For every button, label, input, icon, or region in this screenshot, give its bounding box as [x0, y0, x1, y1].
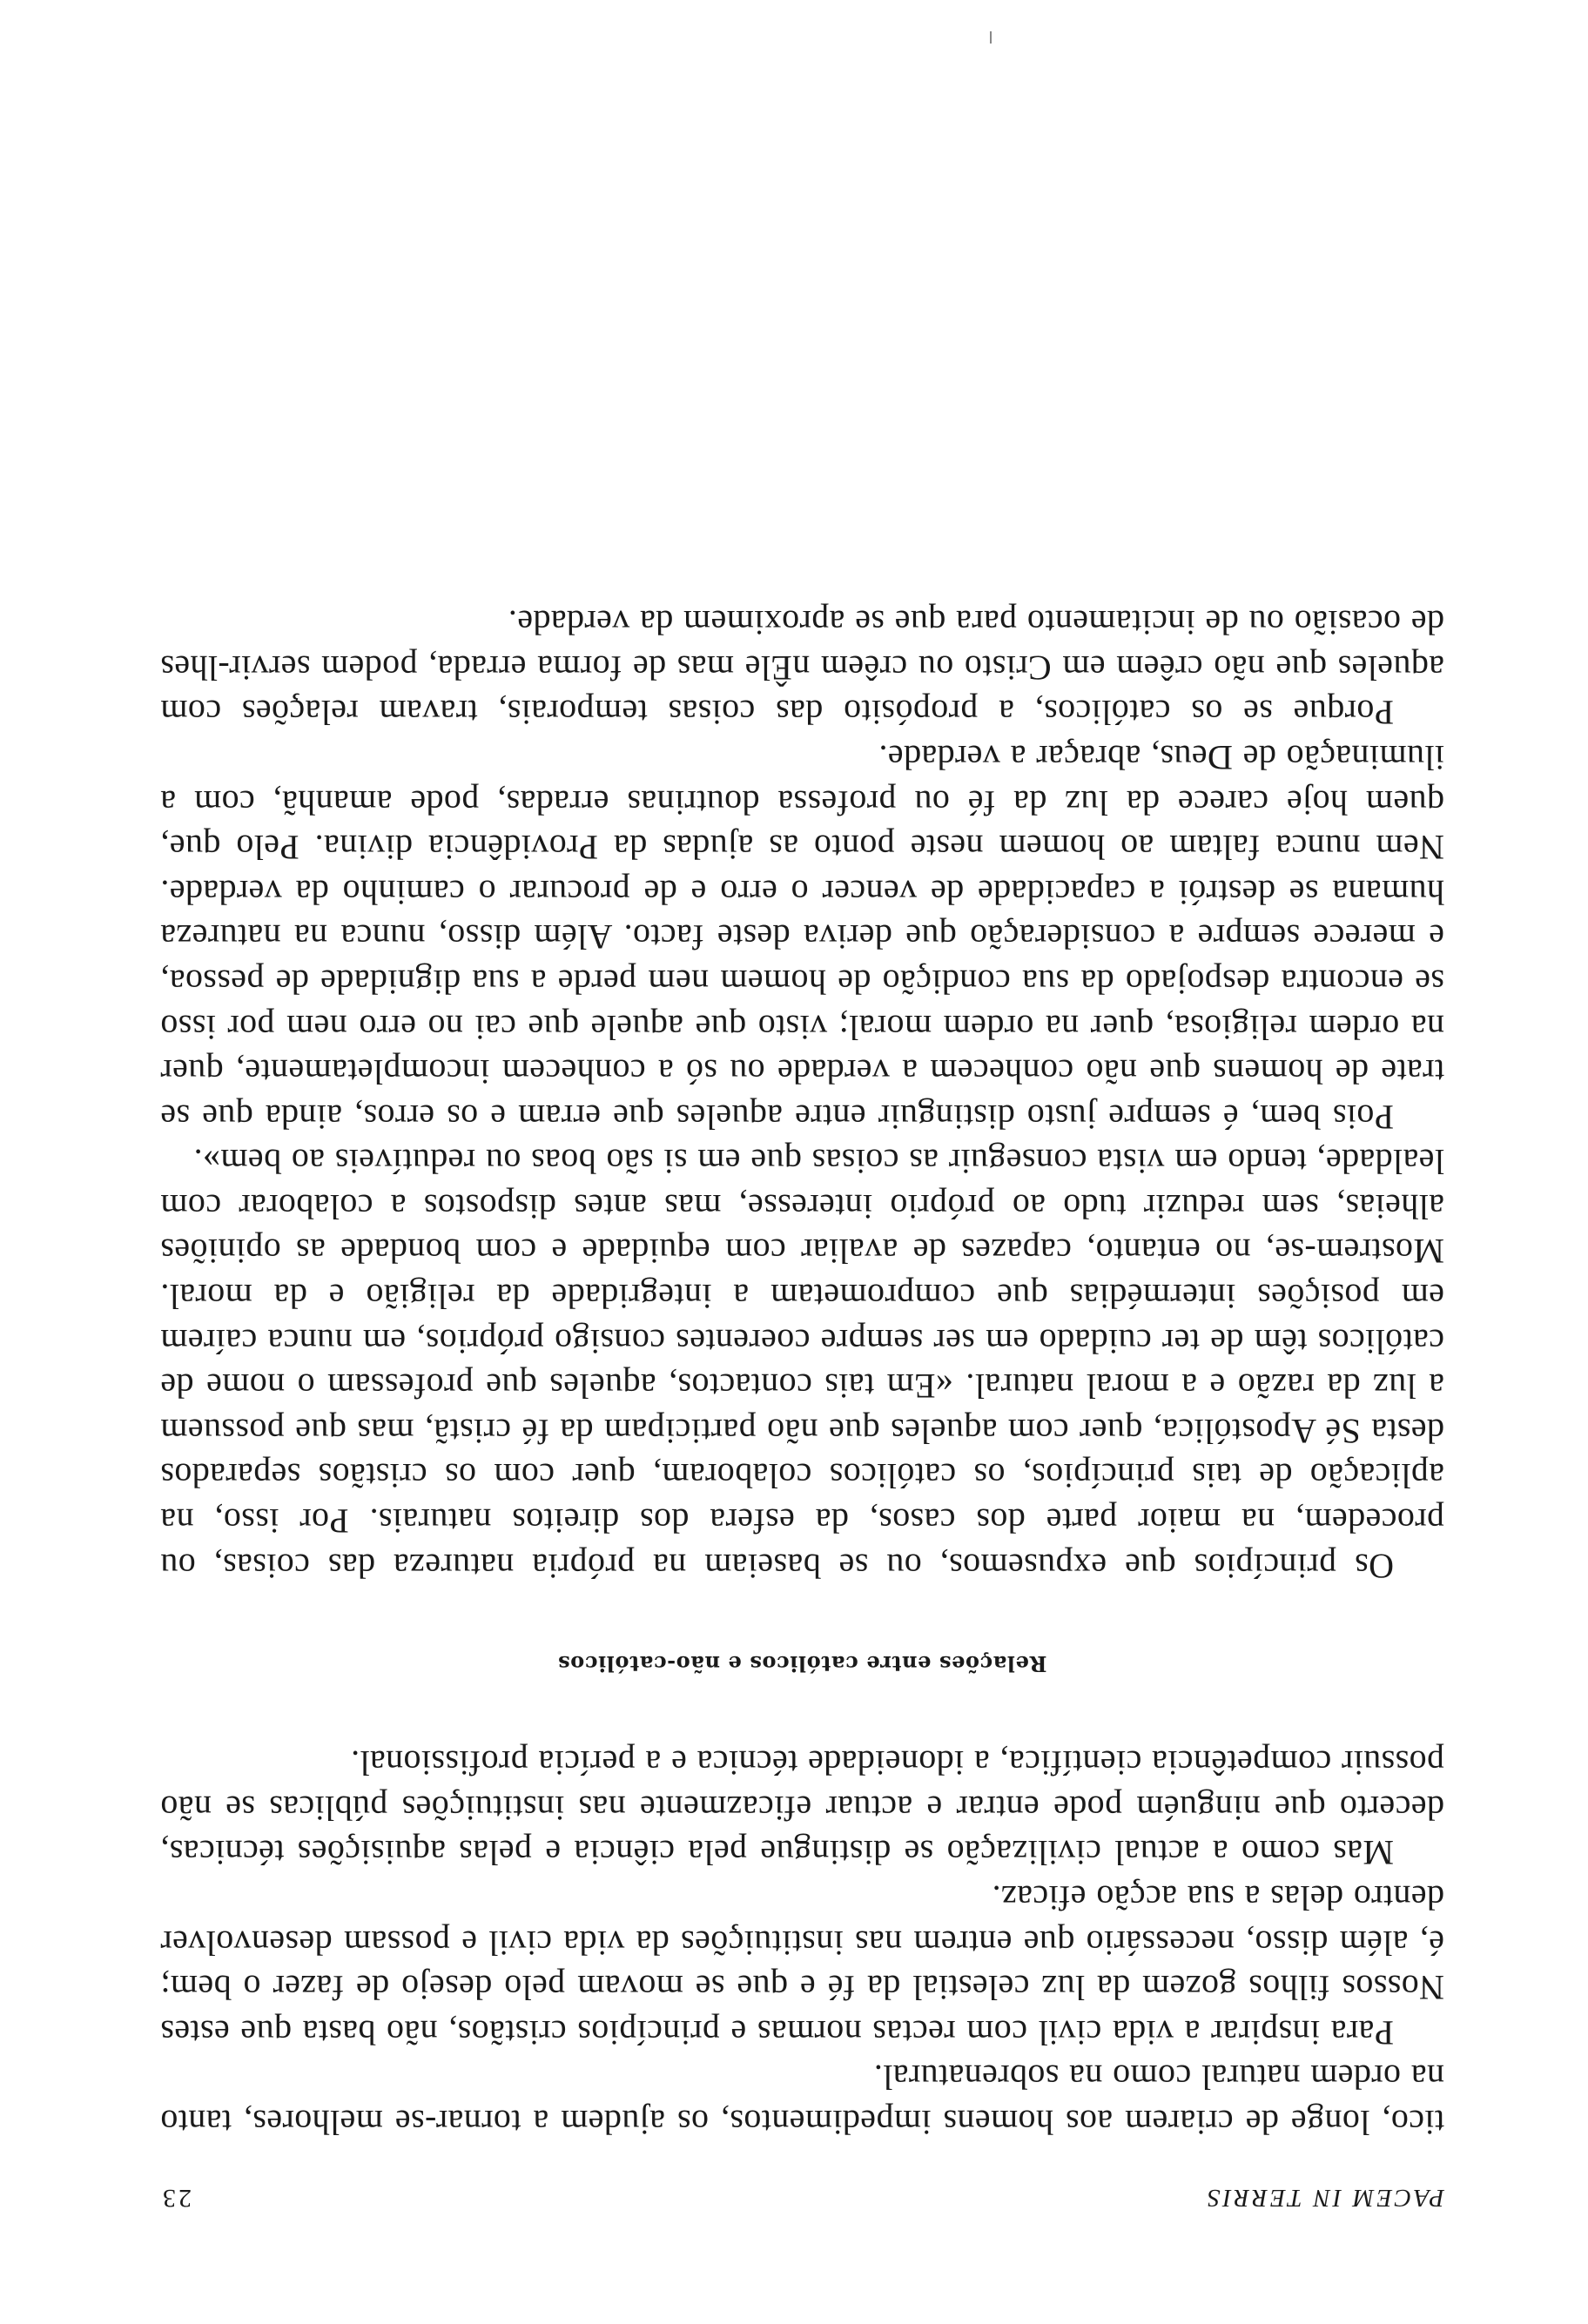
paragraph: Mas como a actual civilização se distingue pela ciência e pelas aquisições técnicas, decerto que ninguém pode entrar e actuar eficazmente nas instituições públicas se não possuir competência científica, a idoneidade técnica e a perícia profissional. — [160, 1743, 1444, 1873]
page-number: 23 — [160, 2184, 192, 2213]
text-block — [160, 601, 1444, 2213]
paragraph: Pois bem, é sempre justo distinguir entre aqueles que erram e os erros, ainda que se trate de homens que não conhecem a verdade ou só a conhecem incompletamente, quer na ordem religiosa, quer na ordem moral; visto que aquele que cai no erro nem por isso se encontra despojado da sua condição de homem nem perde a sua dignidade de pessoa, e merece sempre a consideração que deriva deste facto. Além disso, nunca na natureza humana se destrói a capacidade de vencer o erro e de procurar o caminho da verdade. Nem nunca faltam ao homem neste ponto as ajudas da Providência divina. Pelo que, quem hoje carece da luz da fé ou professa doutrinas erradas, pode amanhã, com a iluminação de Deus, abraçar a verdade. — [160, 737, 1444, 1137]
paragraph: Porque se os católicos, a propósito das coisas temporais, travam relações com aqueles que não crêem em Cristo ou crêem nÊle mas de forma errada, podem servir-lhes de ocasião ou de incitamento para que se aproximem da verdade. — [160, 603, 1444, 733]
running-title: PACEM IN TERRIS — [1205, 2184, 1444, 2212]
paragraph: Os princípios que expusemos, ou se baseiam na própria natureza das coisas, ou procedem, na maior parte dos casos, da esfera dos direitos naturais. Por isso, na aplicação de tais princípios, os católicos colaboram, quer com os cristãos separados desta Sé Apostólica, quer com aqueles que não participam da fé cristã, mas que possuem a luz da razão e a moral natural. «Em tais contactos, aqueles que professam o nome de católicos têm de ter cuidado em ser sempre coerentes consigo próprios, em nunca caírem em posições intermédias que comprometam a integridade da religião e da moral. Mostrem-se, no entanto, capazes de avaliar com equidade e com bondade as opiniões alheias, sem reduzir tudo ao próprio interesse, mas antes dispostos a colaborar com lealdade, tendo em vista conseguir as coisas que em si são boas ou redutíveis ao bem». — [160, 1142, 1444, 1586]
section-heading: Relações entre católicos e não-católicos — [557, 1650, 1047, 1676]
running-head — [160, 2183, 1444, 2213]
scan-mark — [990, 31, 992, 44]
paragraph: Para inspirar a vida civil com rectas normas e princípios cristãos, não basta que estes Nossos filhos gozem da luz celestial da fé e que se movam pelo desejo de fazer o bem; é, além disso, necessário que entrem nas instituições da vida civil e possam desenvolver dentro delas a sua acção eficaz. — [160, 1878, 1444, 2052]
paragraph-continued: tico, longe de criarem aos homens impedimentos, os ajudem a tornar-se melhores, tanto na ordem natural como na sobrenatural. — [160, 2058, 1444, 2142]
